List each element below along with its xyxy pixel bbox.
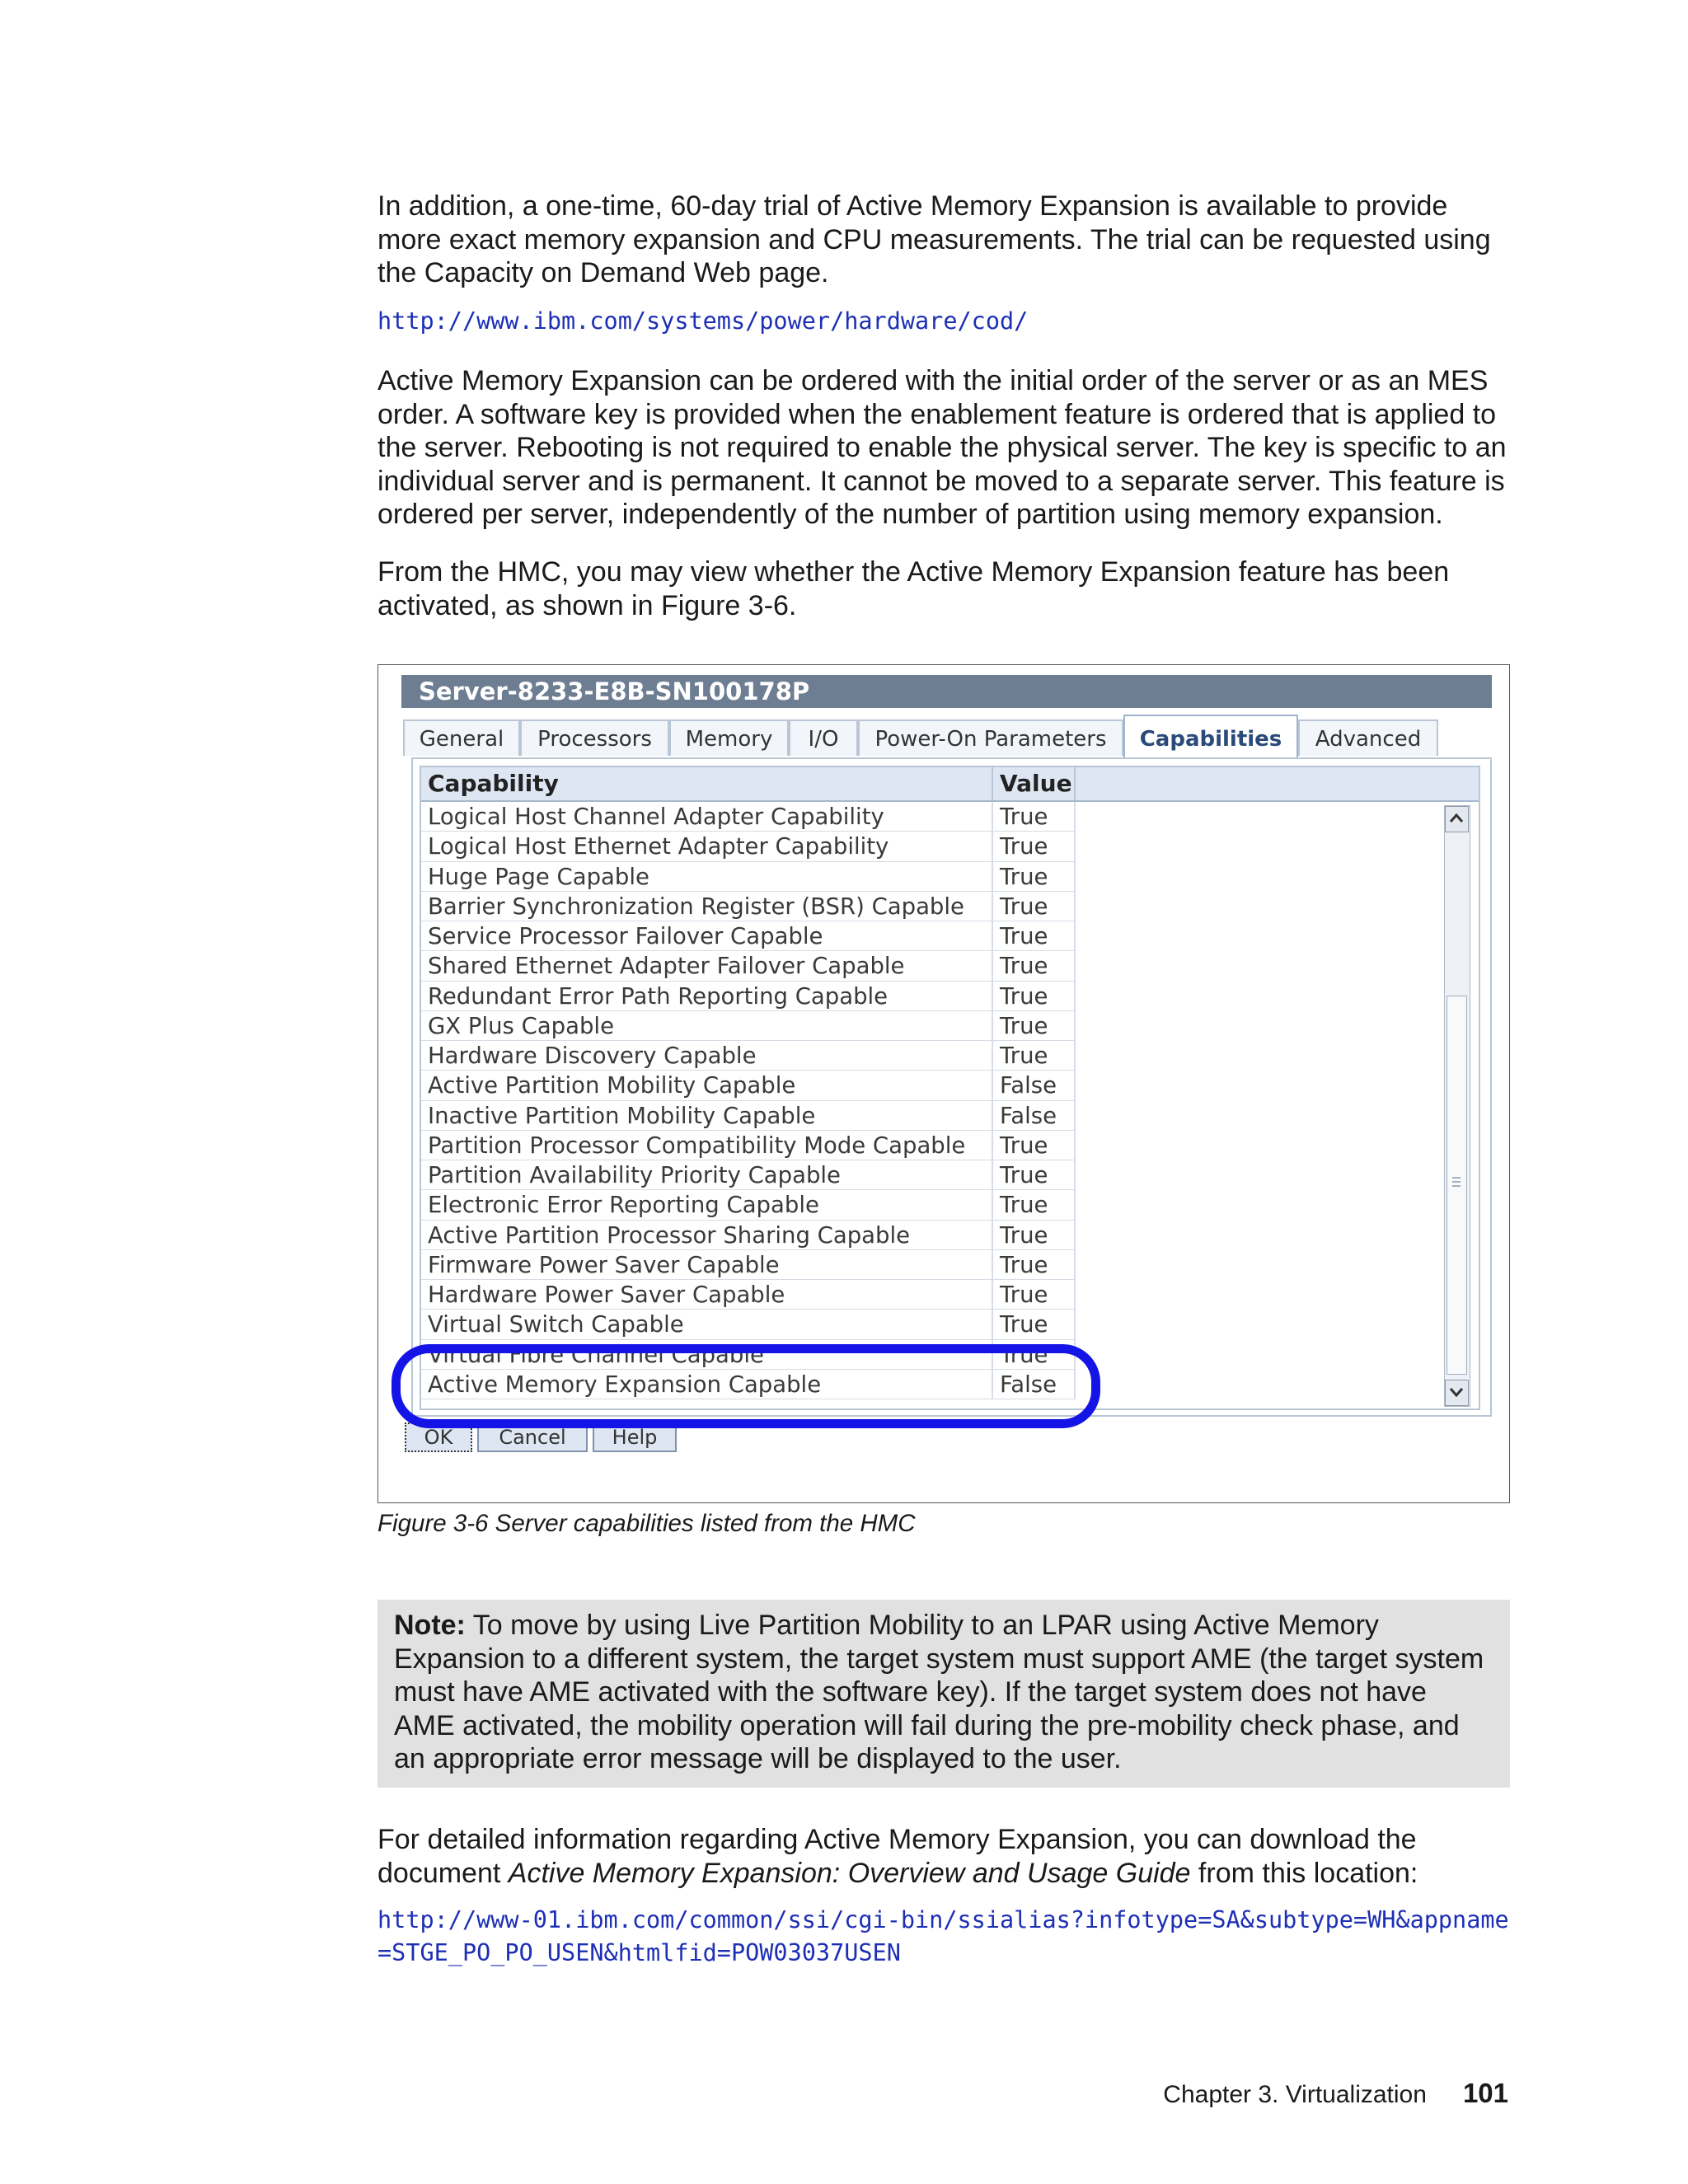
note-label: Note: <box>394 1610 466 1641</box>
tab-memory[interactable]: Memory <box>669 719 789 756</box>
value-cell: False <box>993 1071 1076 1100</box>
table-row[interactable] <box>421 921 1076 951</box>
value-cell: False <box>993 1101 1076 1131</box>
table-row[interactable] <box>421 1221 1076 1250</box>
capability-cell: GX Plus Capable <box>421 1011 993 1041</box>
guide-link[interactable]: http://www-01.ibm.com/common/ssi/cgi-bin/ssialias?infotype=SA&subtype=WH&appname=STGE_PO_PO_USEN&htmlfid=POW03037USEN <box>377 1906 1509 1966</box>
scroll-down-button[interactable] <box>1445 1380 1469 1406</box>
figure-screenshot <box>377 664 1510 1503</box>
value-cell: True <box>993 802 1076 832</box>
page-footer <box>1163 2077 1508 2111</box>
dialog-buttons <box>405 1422 734 1455</box>
download-text-start: For detailed information regarding Active Memory Expansion, you can download the document <box>377 1824 1417 1889</box>
table-row[interactable] <box>421 1310 1076 1339</box>
scroll-thumb[interactable] <box>1447 996 1467 1375</box>
table-row[interactable] <box>421 1071 1076 1100</box>
download-text-end: from this location: <box>1190 1857 1418 1889</box>
help-button[interactable]: Help <box>593 1422 677 1452</box>
capability-cell: Partition Processor Compatibility Mode Capable <box>421 1131 993 1160</box>
capability-cell: Barrier Synchronization Register (BSR) Capable <box>421 892 993 921</box>
table-row[interactable] <box>421 1041 1076 1071</box>
table-row[interactable] <box>421 982 1076 1011</box>
intro-paragraph: In addition, a one-time, 60-day trial of Active Memory Expansion is available to provide more exact memory expansion and CPU measurements. The trial can be requested using the Capacity on Demand Web page. <box>377 190 1491 288</box>
value-cell: True <box>993 892 1076 921</box>
table-row[interactable] <box>421 1101 1076 1131</box>
value-cell: True <box>993 1190 1076 1220</box>
value-cell: True <box>993 1160 1076 1190</box>
capability-cell: Active Partition Processor Sharing Capable <box>421 1221 993 1250</box>
ok-button[interactable]: OK <box>405 1422 472 1452</box>
tab-io[interactable]: I/O <box>789 719 858 756</box>
capability-cell: Logical Host Ethernet Adapter Capability <box>421 832 993 861</box>
value-cell: True <box>993 862 1076 892</box>
capabilities-table <box>420 766 1480 1410</box>
page-number: 101 <box>1462 2078 1508 2108</box>
table-row[interactable] <box>421 862 1076 892</box>
scroll-up-button[interactable] <box>1445 806 1469 832</box>
figure-caption: Figure 3-6 Server capabilities listed from the HMC <box>377 1510 916 1537</box>
table-row[interactable] <box>421 1131 1076 1160</box>
grip-icon <box>1447 996 1465 1376</box>
value-cell: True <box>993 832 1076 861</box>
capability-cell: Logical Host Channel Adapter Capability <box>421 802 993 832</box>
capability-cell: Hardware Discovery Capable <box>421 1041 993 1071</box>
cancel-button[interactable]: Cancel <box>477 1422 588 1452</box>
note-body: To move by using Live Partition Mobility to an LPAR using Active Memory Expansion to a different system, the target system must support AME (the target system must have AME activated with the software key). If the target system does not have AME activated, the mobility operation will fail during the pre-mobility check phase, and an appropriate error message will be displayed to the user. <box>394 1610 1484 1774</box>
tab-general[interactable]: General <box>403 719 520 756</box>
value-cell: True <box>993 1011 1076 1041</box>
capability-cell: Service Processor Failover Capable <box>421 921 993 951</box>
value-cell: True <box>993 921 1076 951</box>
capabilities-panel <box>411 757 1492 1417</box>
ordering-paragraph: Active Memory Expansion can be ordered with the initial order of the server or as an MES order. A software key is provided when the enablement feature is ordered that is applied to the server. Rebooting is not required to enable the physical server. The key is specific to an individual server and is permanent. It cannot be moved to a separate server. This feature is ordered per server, independently of the number of partition using memory expansion. <box>377 365 1507 530</box>
tab-processors[interactable]: Processors <box>520 719 669 756</box>
table-row[interactable] <box>421 1370 1076 1399</box>
chapter-title: Chapter 3. Virtualization <box>1163 2081 1427 2108</box>
table-row[interactable] <box>421 1340 1076 1370</box>
tab-bar <box>401 715 1492 757</box>
download-paragraph <box>377 1823 1515 1890</box>
tab-advanced[interactable]: Advanced <box>1298 719 1438 756</box>
capability-cell: Huge Page Capable <box>421 862 993 892</box>
table-row[interactable] <box>421 1160 1076 1190</box>
value-cell: True <box>993 1250 1076 1280</box>
capability-cell: Redundant Error Path Reporting Capable <box>421 982 993 1011</box>
capability-cell: Hardware Power Saver Capable <box>421 1280 993 1310</box>
table-body <box>421 802 1076 1399</box>
value-cell: True <box>993 1340 1076 1370</box>
table-row[interactable] <box>421 1011 1076 1041</box>
table-row[interactable] <box>421 892 1076 921</box>
value-cell: True <box>993 1041 1076 1071</box>
value-cell: True <box>993 951 1076 981</box>
value-cell: True <box>993 982 1076 1011</box>
capability-cell: Partition Availability Priority Capable <box>421 1160 993 1190</box>
value-cell: True <box>993 1310 1076 1339</box>
note-box <box>377 1600 1510 1788</box>
value-cell: False <box>993 1370 1076 1399</box>
tab-capabilities[interactable]: Capabilities <box>1123 715 1298 759</box>
capability-cell: Active Memory Expansion Capable <box>421 1370 993 1399</box>
column-header-capability[interactable]: Capability <box>421 767 993 800</box>
table-row[interactable] <box>421 832 1076 861</box>
capability-cell: Shared Ethernet Adapter Failover Capable <box>421 951 993 981</box>
capability-cell: Inactive Partition Mobility Capable <box>421 1101 993 1131</box>
value-cell: True <box>993 1280 1076 1310</box>
chevron-down-icon <box>1446 1380 1467 1404</box>
tab-power-on-parameters[interactable]: Power-On Parameters <box>858 719 1123 756</box>
table-row[interactable] <box>421 802 1076 832</box>
value-cell: True <box>993 1221 1076 1250</box>
note-text <box>394 1609 1493 1776</box>
capability-cell: Electronic Error Reporting Capable <box>421 1190 993 1220</box>
capability-cell: Virtual Switch Capable <box>421 1310 993 1339</box>
table-row[interactable] <box>421 1190 1076 1220</box>
capability-cell: Virtual Fibre Channel Capable <box>421 1340 993 1370</box>
table-row[interactable] <box>421 1280 1076 1310</box>
vertical-scrollbar[interactable] <box>1444 805 1470 1407</box>
table-row[interactable] <box>421 1250 1076 1280</box>
document-title: Active Memory Expansion: Overview and Usage Guide <box>508 1857 1191 1889</box>
hmc-paragraph: From the HMC, you may view whether the Active Memory Expansion feature has been activated, as shown in Figure 3-6. <box>377 556 1450 621</box>
capability-cell: Firmware Power Saver Capable <box>421 1250 993 1280</box>
column-header-value[interactable]: Value <box>993 767 1076 800</box>
capability-cell: Active Partition Mobility Capable <box>421 1071 993 1100</box>
cod-link[interactable]: http://www.ibm.com/systems/power/hardware/cod/ <box>377 307 1029 335</box>
table-header <box>421 767 1479 802</box>
chevron-up-icon <box>1446 807 1467 830</box>
table-row[interactable] <box>421 951 1076 981</box>
value-cell: True <box>993 1131 1076 1160</box>
window-title: Server-8233-E8B-SN100178P <box>401 675 1492 708</box>
